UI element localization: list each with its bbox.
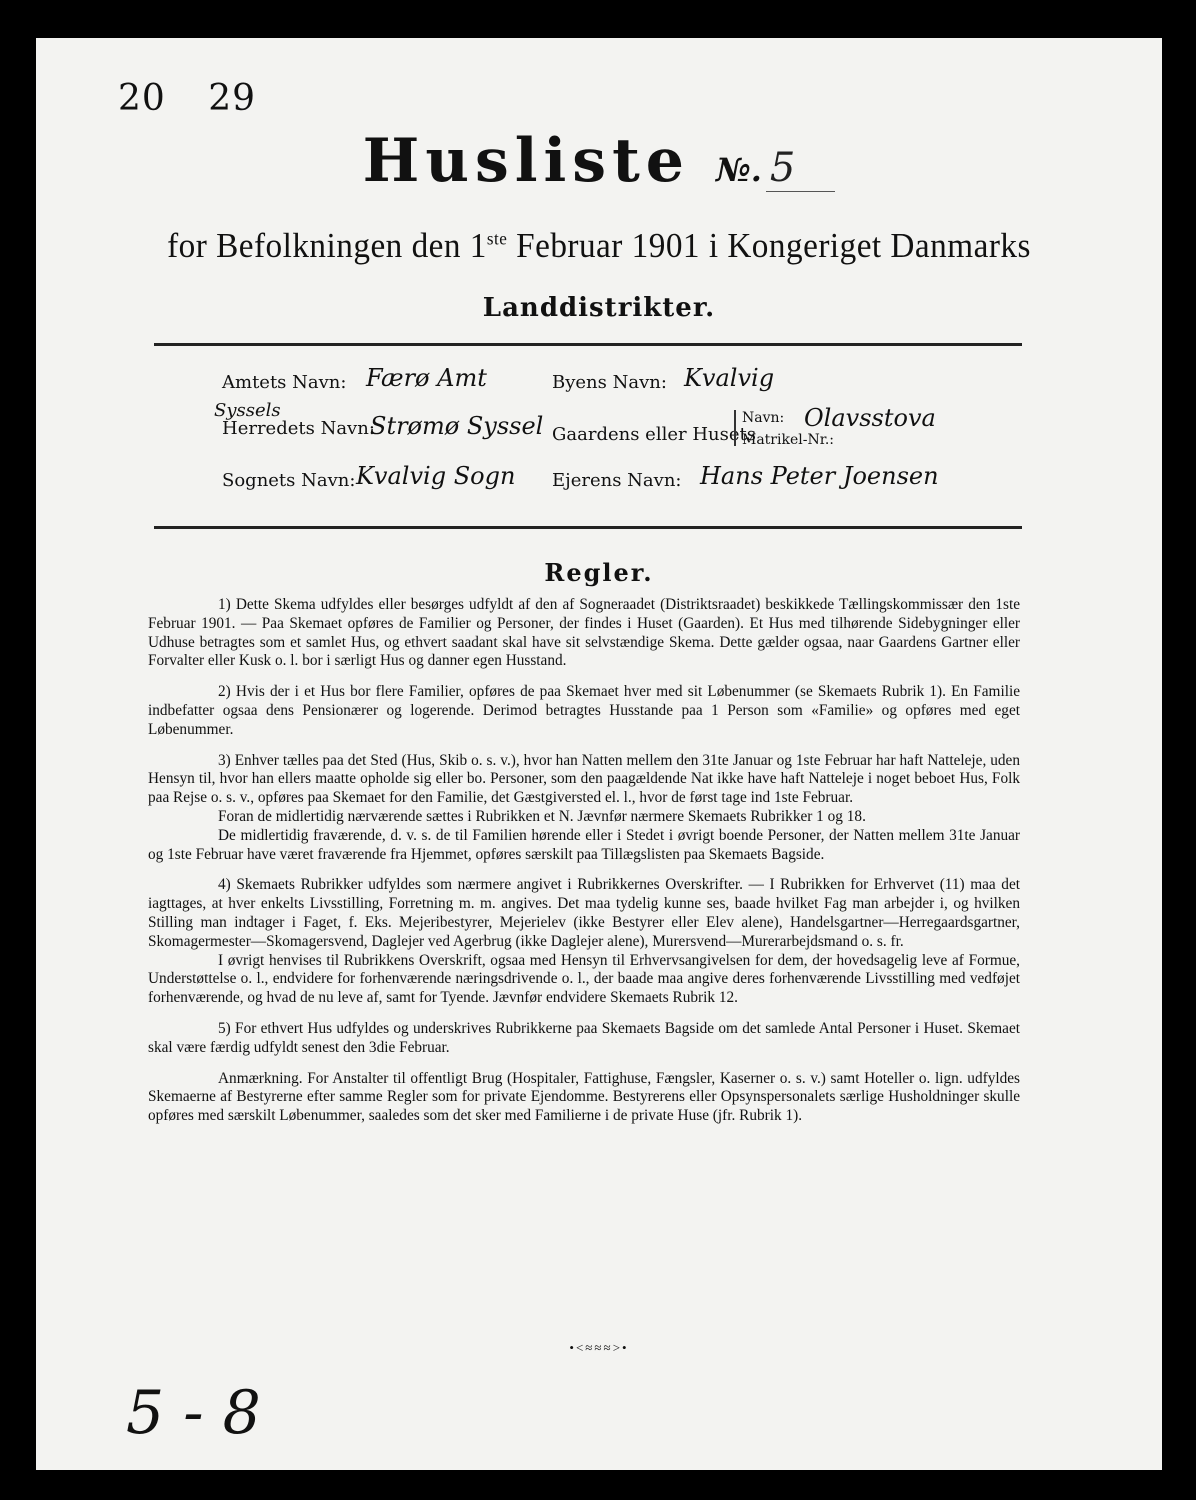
rule-4a: 4) Skemaets Rubrikker udfyldes som nærmere angivet i Rubrikkernes Overskrifter. — I Rubrikken for Erhvervet (11) maa det iagttages, at hver enkelts Livsstilling, Forretning m. m. angives. Det maa tydelig kunne ses, baade hvilket Fag man arbejder i, og hvilken Stilling man indtager i Faget, f. Eks. Mejeribestyrer, Mejerielev (ikke Bestyrer eller Elev alene), Handelsgartner—Herregaardsgartner, Skomagermester—Skomagersvend, Daglejer ved Agerbrug (ikke Daglejer alene), Murersvend—Murerarbejdsmand o. s. fr. xyxy=(148,876,1020,950)
census-form-page xyxy=(36,38,1162,1470)
rules-heading: Regler. xyxy=(544,558,654,587)
house-number: 5 xyxy=(766,145,835,192)
rule-3b: Foran de midlertidig nærværende sættes i Rubrikken et N. Jævnfør nærmere Skemaets Rubrikker 1 og 18. xyxy=(218,807,866,825)
gaard-label: Gaardens eller Husets xyxy=(552,424,756,445)
sogn-label: Sognets Navn: xyxy=(222,470,356,491)
gaard-bracket xyxy=(734,410,736,446)
amt-value: Færø Amt xyxy=(366,364,487,392)
rules-body xyxy=(148,596,1020,1138)
ornament-divider: •<≈≈≈>• xyxy=(569,1340,629,1355)
rule-2: 2) Hvis der i et Hus bor flere Familier, opføres de paa Skemaet hver med sit Løbenummer (se Skemaets Rubrik 1). En Familie indbefatter ogsaa dens Pensionærer og logerende. Derimod betragtes Husstande paa 1 Person som «Familie» og opføres med eget Løbenummer. xyxy=(148,683,1020,738)
ejer-label: Ejerens Navn: xyxy=(552,470,682,491)
sogn-value: Kvalvig Sogn xyxy=(356,462,516,490)
by-label: Byens Navn: xyxy=(552,372,667,393)
subtitle-district: Landdistrikter. xyxy=(482,293,716,323)
rule-3c: De midlertidig fraværende, d. v. s. de til Familien hørende eller i Stedet i øvrigt boende Personer, der Natten mellem 31te Januar og 1ste Februar have været fraværende fra Hjemmet, opføres særskilt paa Tillægslisten paa Skemaets Bagside. xyxy=(148,826,1020,863)
bottom-rule xyxy=(154,526,1022,529)
number-mark: №. xyxy=(715,151,762,189)
rule-4b: I øvrigt henvises til Rubrikkens Overskrift, ogsaa med Hensyn til Erhvervsangivelsen for dem, der hovedsagelig leve af Formue, Understøttelse o. l., endvidere for forhenværende næringsdrivende o. l., der baade maa angive deres forhenværende Livsstilling med vedføjet forhenværende, og hvad de nu leve af, samt for Tyende. Jævnfør endvidere Skemaets Rubrik 12. xyxy=(148,951,1020,1007)
title-row xyxy=(36,126,1162,196)
rule-1: 1) Dette Skema udfyldes eller besørges udfyldt af den af Sogneraadet (Distriktsraadet) beskikkede Tællingskommissær den 1ste Februar 1901. — Paa Skemaet opføres de Familier og Personer, der findes i Huset (Gaarden). Et Hus med tilhørende Sidebygninger eller Udhuse betragtes som et samlet Hus, og ethvert saadant skal have sit selvstændige Skema. Dette gælder ogsaa, naar Gaardens Gartner eller Forvalter eller Kusk o. l. bor i særligt Hus og danner egen Husstand. xyxy=(148,596,1020,670)
rule-5: 5) For ethvert Hus udfyldes og underskrives Rubrikkerne paa Skemaets Bagside om det samlede Antal Personer i Huset. Skemaet skal være færdig udfyldt senest den 3die Februar. xyxy=(148,1019,1020,1056)
rule-3a: 3) Enhver tælles paa det Sted (Hus, Skib o. s. v.), hvor han Natten mellem den 31te Januar og 1ste Februar har haft Natteleje, uden Hensyn til, hvor han ellers maatte opholde sig eller bo. Personer, som den paagældende Nat ikke have haft Natteleje i noget beboet Hus, Folk paa Rejse o. s. v., opføres paa Skemaet for den Familie, det Gæstgiversted el. l., hvor de først tage ind 1ste Februar. xyxy=(148,751,1020,807)
archive-stamp-number xyxy=(118,78,286,119)
ejer-value: Hans Peter Joensen xyxy=(700,462,939,490)
subtitle-part-b: Februar 1901 i Kongeriget Danmarks xyxy=(507,226,1031,265)
gaard-matrikel-label: Matrikel-Nr.: xyxy=(742,432,835,448)
handwritten-bottom-note: 5 - 8 xyxy=(126,1378,261,1448)
amt-label: Amtets Navn: xyxy=(222,372,347,393)
by-value: Kvalvig xyxy=(684,364,775,392)
herred-value: Strømø Syssel xyxy=(370,412,544,440)
subtitle-sup: ste xyxy=(486,228,508,249)
subtitle-part-a: for Befolkningen den 1 xyxy=(167,226,487,265)
annotation-note: Anmærkning. For Anstalter til offentligt Brug (Hospitaler, Fattighuse, Fængsler, Kaserner o. s. v.) samt Hoteller o. lign. udfyldes Skemaerne af Bestyrerne efter samme Regler som for private Ejendomme. Bestyrerens eller Opsynspersonalets særlige Husholdninger skulle opføres med særskilt Løbenummer, saaledes som det sker med Familierne i de private Huse (jfr. Rubrik 1). xyxy=(148,1069,1020,1125)
top-rule xyxy=(154,343,1022,346)
gaard-navn-label: Navn: xyxy=(742,410,785,426)
subtitle xyxy=(64,226,1134,266)
page-title: Husliste xyxy=(362,126,690,196)
stamp-left: 20 xyxy=(118,78,166,119)
herred-label: Herredets Navn: xyxy=(222,418,375,439)
herred-overwrite: Syssels xyxy=(214,400,281,421)
gaard-navn-value: Olavsstova xyxy=(804,404,936,432)
stamp-right: 29 xyxy=(208,78,257,119)
